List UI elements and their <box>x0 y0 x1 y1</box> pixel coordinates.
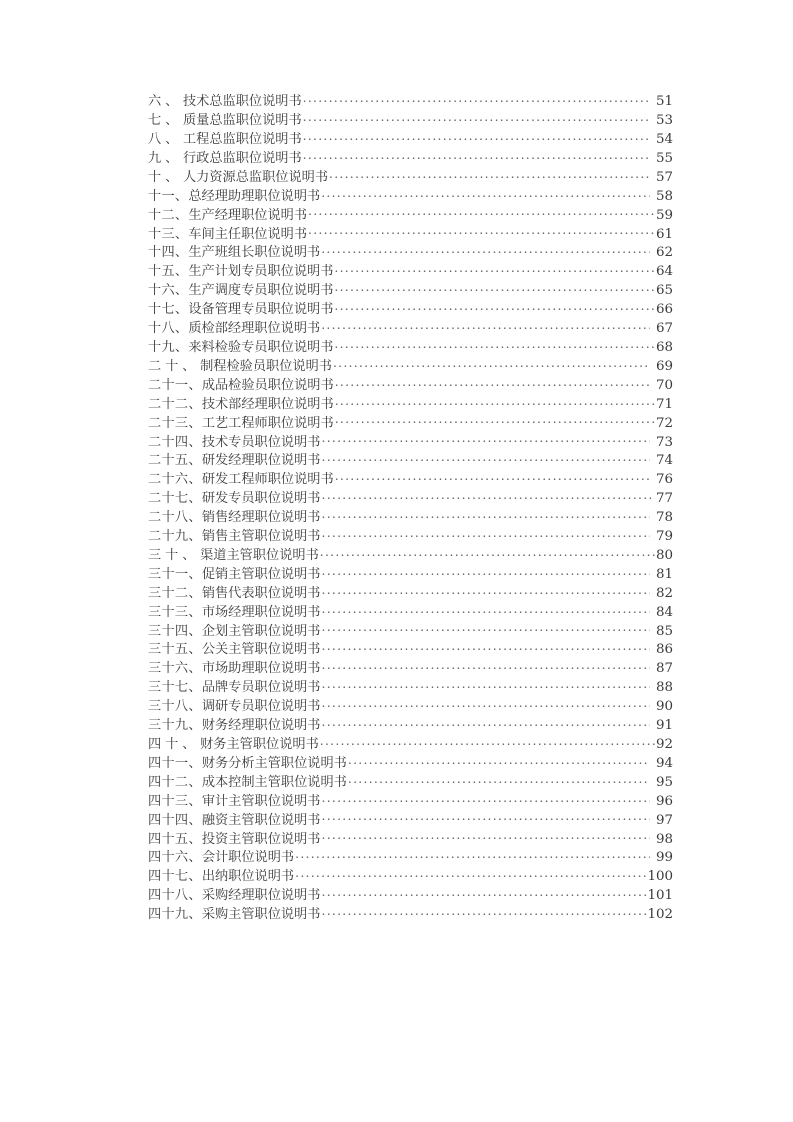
toc-entry[interactable] <box>148 357 673 376</box>
toc-entry[interactable] <box>148 149 673 168</box>
toc-entry-page-number: 95 <box>655 774 673 790</box>
toc-entry-title: 质量总监职位说明书 <box>182 113 302 129</box>
toc-entry-page-number: 62 <box>655 245 673 261</box>
toc-entry-title: 制程检验员职位说明书 <box>200 358 332 374</box>
toc-entry-page-number: 90 <box>655 699 673 715</box>
toc-entry-page-number: 80 <box>655 547 673 563</box>
toc-entry-page-number: 67 <box>655 321 673 337</box>
toc-entry-number: 二十、 <box>148 358 200 374</box>
toc-entry-page-number: 81 <box>655 566 673 582</box>
toc-entry-title: 成品检验员职位说明书 <box>201 377 334 393</box>
toc-dot-leader <box>322 508 650 521</box>
toc-entry-number: 十七、 <box>148 302 189 318</box>
toc-entry-page-number: 68 <box>655 339 673 355</box>
toc-dot-leader <box>321 187 650 200</box>
toc-entry-number: 七、 <box>148 113 183 129</box>
toc-entry-number: 十一、 <box>148 188 189 204</box>
toc-entry-title: 工程总监职位说明书 <box>182 132 302 147</box>
toc-entry-page-number: 101 <box>647 888 673 904</box>
toc-entry-page-number: 66 <box>655 302 673 318</box>
toc-entry-title: 调研专员职位说明书 <box>201 699 321 715</box>
toc-entry[interactable] <box>148 640 673 659</box>
toc-entry-page-number: 92 <box>655 737 673 752</box>
toc-entry[interactable] <box>148 508 673 527</box>
toc-entry-title: 审计主管职位说明书 <box>201 793 321 809</box>
toc-entry-page-number: 65 <box>655 283 673 299</box>
toc-entry-page-number: 61 <box>655 226 673 242</box>
toc-entry-title: 销售经理职位说明书 <box>201 510 321 526</box>
toc-entry-title: 生产班组长职位说明书 <box>188 245 321 261</box>
toc-entry[interactable] <box>148 792 673 811</box>
toc-entry-title: 质检部经理职位说明书 <box>188 321 321 337</box>
toc-entry-number: 二十四、 <box>148 434 202 450</box>
toc-entry-page-number: 59 <box>655 207 673 223</box>
toc-entry[interactable] <box>148 319 673 338</box>
toc-entry-number: 六、 <box>148 94 183 110</box>
toc-entry-number: 二十七、 <box>148 491 202 507</box>
toc-entry[interactable] <box>148 886 673 905</box>
toc-entry-title: 生产经理职位说明书 <box>188 207 308 223</box>
toc-entry[interactable] <box>148 111 673 130</box>
toc-entry-number: 十、 <box>148 169 183 185</box>
toc-entry-number: 四十六、 <box>148 850 202 866</box>
toc-entry-page-number: 57 <box>655 169 673 185</box>
toc-entry-page-number: 94 <box>655 755 673 771</box>
toc-entry[interactable] <box>148 697 673 716</box>
toc-entry-number: 二十二、 <box>148 396 202 412</box>
toc-entry-page-number: 55 <box>655 150 673 166</box>
toc-entry-page-number: 88 <box>655 680 673 696</box>
toc-entry-title: 渠道主管职位说明书 <box>200 547 319 563</box>
toc-entry-number: 二十一、 <box>148 377 202 393</box>
toc-dot-leader <box>335 413 655 426</box>
toc-entry[interactable] <box>148 281 673 300</box>
toc-entry-page-number: 69 <box>655 358 673 374</box>
toc-entry[interactable] <box>148 527 673 546</box>
toc-dot-leader <box>321 243 650 256</box>
toc-entry-page-number: 86 <box>655 642 673 658</box>
toc-entry-number: 四十九、 <box>148 907 202 923</box>
toc-entry[interactable] <box>148 470 673 489</box>
toc-entry-title: 融资主管职位说明书 <box>201 812 321 828</box>
toc-entry-number: 三十五、 <box>148 642 202 658</box>
toc-entry-title: 行政总监职位说明书 <box>182 150 302 166</box>
toc-entry[interactable] <box>148 602 673 621</box>
toc-entry-title: 市场经理职位说明书 <box>201 604 321 620</box>
toc-dot-leader <box>322 640 650 653</box>
toc-entry-page-number: 97 <box>655 812 673 828</box>
toc-entry-number: 四十七、 <box>148 869 202 885</box>
toc-entry-page-number: 82 <box>655 585 673 601</box>
toc-entry-page-number: 96 <box>655 793 673 809</box>
toc-entry[interactable] <box>148 130 673 149</box>
toc-dot-leader <box>334 262 655 275</box>
toc-entry-number: 八、 <box>148 132 183 147</box>
toc-entry-page-number: 102 <box>647 907 673 923</box>
toc-entry-page-number: 71 <box>655 396 673 412</box>
toc-entry-title: 会计职位说明书 <box>201 850 295 866</box>
toc-entry-title: 总经理助理职位说明书 <box>188 188 321 204</box>
toc-entry[interactable] <box>148 187 673 206</box>
toc-entry-title: 投资主管职位说明书 <box>201 831 321 847</box>
toc-entry-number: 四十四、 <box>148 812 202 828</box>
toc-entry-title: 促销主管职位说明书 <box>201 566 321 582</box>
toc-entry-title: 研发经理职位说明书 <box>201 453 321 469</box>
toc-entry-title: 成本控制主管职位说明书 <box>201 774 347 790</box>
toc-entry[interactable] <box>148 829 673 848</box>
toc-entry-number: 二十五、 <box>148 453 202 469</box>
toc-entry-page-number: 98 <box>655 831 673 847</box>
toc-entry-page-number: 54 <box>655 132 673 147</box>
toc-entry-number: 四十一、 <box>148 755 202 771</box>
toc-entry-title: 财务主管职位说明书 <box>200 737 319 752</box>
toc-entry[interactable] <box>148 848 673 867</box>
toc-entry-title: 工艺工程师职位说明书 <box>201 415 334 431</box>
toc-entry[interactable] <box>148 376 673 395</box>
toc-entry[interactable] <box>148 205 673 224</box>
toc-entry[interactable] <box>148 773 673 792</box>
toc-entry-number: 十八、 <box>148 321 189 337</box>
toc-dot-leader <box>320 735 655 748</box>
toc-entry-page-number: 91 <box>655 718 673 734</box>
toc-dot-leader <box>308 224 655 237</box>
toc-entry-page-number: 64 <box>655 264 673 280</box>
toc-dot-leader <box>322 678 650 691</box>
toc-entry-title: 车间主任职位说明书 <box>188 226 308 242</box>
toc-entry-number: 二十九、 <box>148 529 202 545</box>
toc-entry[interactable] <box>148 867 673 886</box>
toc-entry[interactable] <box>148 546 673 565</box>
toc-entry-title: 技术部经理职位说明书 <box>201 396 334 412</box>
toc-entry[interactable] <box>148 659 673 678</box>
toc-entry-page-number: 76 <box>655 472 673 488</box>
toc-dot-leader <box>308 205 655 218</box>
toc-entry-page-number: 79 <box>655 529 673 545</box>
toc-entry[interactable] <box>148 754 673 773</box>
toc-dot-leader <box>322 905 647 918</box>
toc-entry[interactable] <box>148 168 673 187</box>
toc-entry-number: 十九、 <box>148 339 189 355</box>
toc-dot-leader <box>335 376 652 389</box>
toc-entry-number: 三十一、 <box>148 566 202 582</box>
toc-entry-number: 四十三、 <box>148 793 202 809</box>
toc-entry-number: 三十六、 <box>148 661 202 677</box>
toc-dot-leader <box>335 395 655 408</box>
toc-entry-title: 出纳职位说明书 <box>201 869 295 885</box>
toc-entry-page-number: 74 <box>655 453 673 469</box>
toc-entry-title: 财务经理职位说明书 <box>201 718 321 734</box>
toc-entry-page-number: 51 <box>655 94 673 110</box>
toc-dot-leader <box>322 489 652 502</box>
toc-entry-title: 研发工程师职位说明书 <box>201 472 334 488</box>
toc-dot-leader <box>348 754 650 767</box>
toc-dot-leader <box>335 470 652 483</box>
toc-entry-number: 三十四、 <box>148 623 202 639</box>
toc-dot-leader <box>322 527 650 540</box>
toc-entry[interactable] <box>148 395 673 414</box>
toc-dot-leader <box>322 697 650 710</box>
toc-dot-leader <box>322 621 650 634</box>
toc-dot-leader <box>329 168 650 181</box>
toc-entry-number: 三十七、 <box>148 680 202 696</box>
toc-entry-page-number: 77 <box>655 491 673 507</box>
toc-entry-number: 三十二、 <box>148 585 202 601</box>
toc-entry[interactable] <box>148 810 673 829</box>
toc-entry-title: 研发专员职位说明书 <box>201 491 321 507</box>
toc-entry[interactable] <box>148 338 673 357</box>
toc-dot-leader <box>334 338 655 351</box>
toc-entry-number: 十三、 <box>148 226 189 242</box>
toc-dot-leader <box>334 281 655 294</box>
toc-entry-title: 销售主管职位说明书 <box>201 529 321 545</box>
toc-entry[interactable] <box>148 413 673 432</box>
toc-entry-title: 市场助理职位说明书 <box>201 661 321 677</box>
toc-entry[interactable] <box>148 621 673 640</box>
toc-entry-number: 十四、 <box>148 245 189 261</box>
toc-entry-page-number: 85 <box>655 623 673 639</box>
toc-entry-page-number: 70 <box>655 377 673 393</box>
toc-entry[interactable] <box>148 262 673 281</box>
toc-dot-leader <box>303 130 650 143</box>
toc-entry-page-number: 87 <box>655 661 673 677</box>
toc-entry-number: 三十、 <box>148 547 200 563</box>
toc-dot-leader <box>303 111 650 124</box>
toc-entry[interactable] <box>148 489 673 508</box>
toc-dot-leader <box>295 848 650 861</box>
toc-dot-leader <box>322 829 650 842</box>
toc-entry-number: 四十八、 <box>148 888 202 904</box>
toc-entry-number: 二十六、 <box>148 472 202 488</box>
toc-entry-number: 三十八、 <box>148 699 202 715</box>
toc-entry-title: 采购主管职位说明书 <box>201 907 321 923</box>
toc-entry-title: 设备管理专员职位说明书 <box>188 302 334 318</box>
toc-entry[interactable] <box>148 716 673 735</box>
toc-entry[interactable] <box>148 584 673 603</box>
toc-dot-leader <box>348 773 650 786</box>
toc-entry-page-number: 84 <box>655 604 673 620</box>
toc-entry-page-number: 73 <box>655 434 673 450</box>
toc-dot-leader <box>333 357 650 370</box>
toc-entry[interactable] <box>148 92 673 111</box>
toc-entry-title: 技术总监职位说明书 <box>182 94 302 110</box>
toc-dot-leader <box>320 546 655 559</box>
toc-dot-leader <box>303 149 650 162</box>
toc-entry-number: 四十二、 <box>148 774 202 790</box>
toc-entry[interactable] <box>148 243 673 262</box>
toc-entry[interactable] <box>148 300 673 319</box>
toc-entry-page-number: 99 <box>655 850 673 866</box>
toc-dot-leader <box>322 792 650 805</box>
toc-entry[interactable] <box>148 451 673 470</box>
toc-entry[interactable] <box>148 224 673 243</box>
toc-dot-leader <box>334 300 655 313</box>
toc-dot-leader <box>322 432 650 445</box>
toc-entry-number: 二十八、 <box>148 510 202 526</box>
toc-entry-title: 财务分析主管职位说明书 <box>201 755 347 771</box>
toc-entry[interactable] <box>148 565 673 584</box>
toc-entry-title: 品牌专员职位说明书 <box>201 680 321 696</box>
toc-entry-page-number: 78 <box>655 510 673 526</box>
toc-dot-leader <box>303 92 650 105</box>
toc-dot-leader <box>322 451 650 464</box>
toc-dot-leader <box>322 886 647 899</box>
toc-entry-number: 二十三、 <box>148 415 202 431</box>
toc-entry-number: 十二、 <box>148 207 189 223</box>
toc-entry-page-number: 58 <box>655 188 673 204</box>
toc-entry-page-number: 72 <box>655 415 673 431</box>
toc-dot-leader <box>295 867 646 880</box>
toc-dot-leader <box>322 602 650 615</box>
toc-entry-title: 采购经理职位说明书 <box>201 888 321 904</box>
toc-dot-leader <box>321 319 650 332</box>
toc-entry-title: 来料检验专员职位说明书 <box>188 339 334 355</box>
toc-entry-page-number: 53 <box>655 113 673 129</box>
toc-entry[interactable] <box>148 905 673 924</box>
table-of-contents <box>148 92 673 924</box>
toc-entry-number: 十六、 <box>148 283 189 299</box>
toc-entry-number: 三十三、 <box>148 604 202 620</box>
toc-entry-title: 生产计划专员职位说明书 <box>188 264 334 280</box>
toc-entry[interactable] <box>148 735 673 754</box>
toc-entry[interactable] <box>148 678 673 697</box>
toc-dot-leader <box>322 810 650 823</box>
toc-dot-leader <box>322 659 650 672</box>
toc-entry[interactable] <box>148 432 673 451</box>
toc-entry-title: 技术专员职位说明书 <box>201 434 321 450</box>
toc-entry-number: 四十、 <box>148 737 200 752</box>
toc-entry-title: 企划主管职位说明书 <box>201 623 321 639</box>
toc-entry-number: 三十九、 <box>148 718 202 734</box>
toc-entry-page-number: 100 <box>647 869 673 885</box>
toc-entry-title: 销售代表职位说明书 <box>201 585 321 601</box>
toc-dot-leader <box>322 565 650 578</box>
toc-dot-leader <box>322 716 650 729</box>
toc-dot-leader <box>322 584 650 597</box>
toc-entry-title: 公关主管职位说明书 <box>201 642 321 658</box>
toc-entry-number: 四十五、 <box>148 831 202 847</box>
toc-entry-title: 人力资源总监职位说明书 <box>182 169 329 185</box>
toc-entry-title: 生产调度专员职位说明书 <box>188 283 334 299</box>
toc-entry-number: 十五、 <box>148 264 189 280</box>
toc-entry-number: 九、 <box>148 150 183 166</box>
